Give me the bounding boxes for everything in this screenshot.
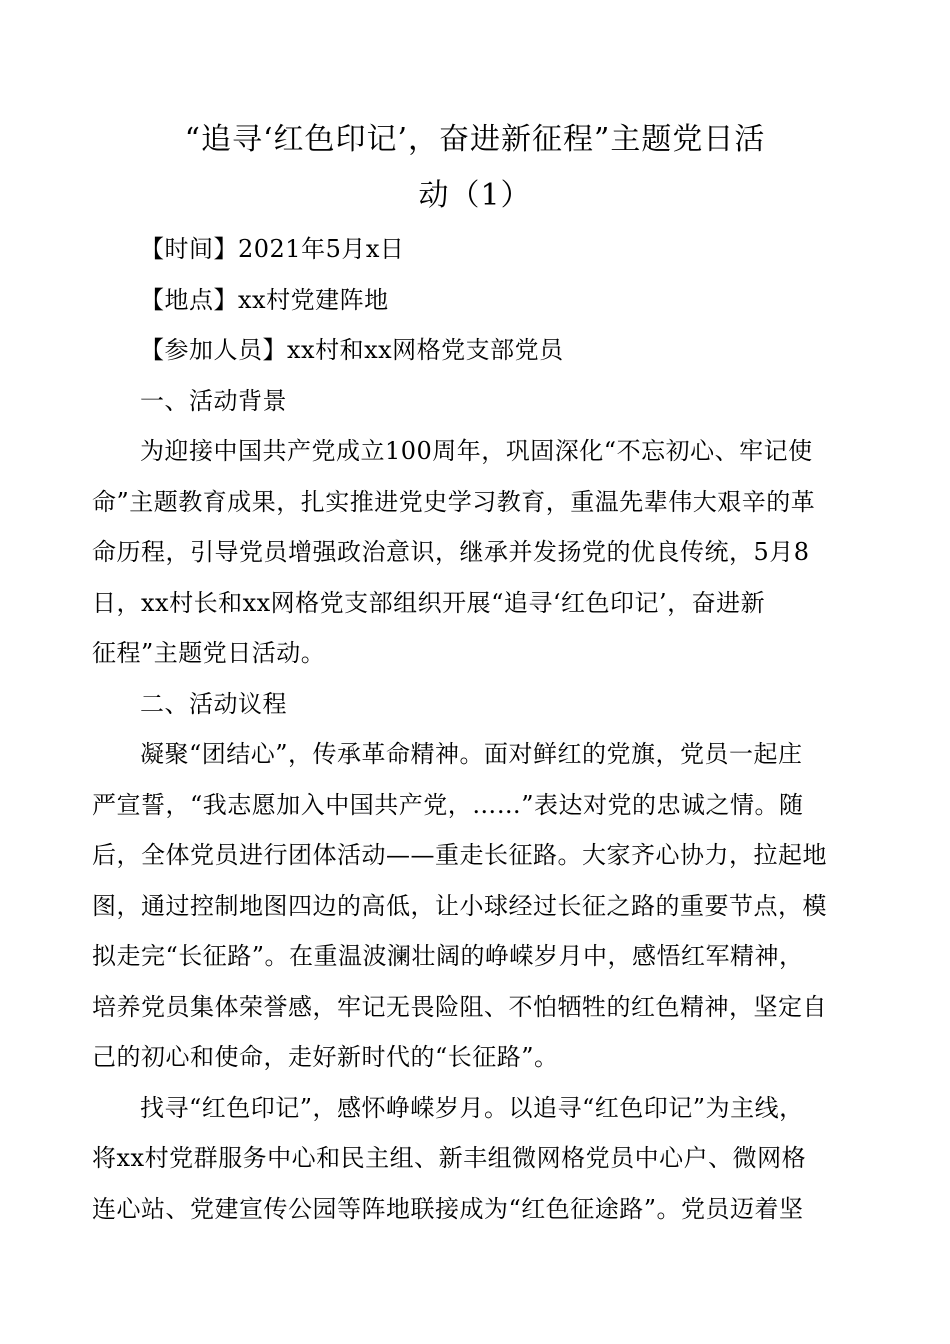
section-2-para-1-line: 凝聚“团结心”，传承革命精神。面对鲜红的党旗，党员一起庄 <box>140 740 803 768</box>
meta-participants: 【参加人员】xx村和xx网格党支部党员 <box>140 336 564 364</box>
section-1-line: 命”主题教育成果，扎实推进党史学习教育，重温先辈伟大艰辛的革 <box>92 487 816 516</box>
section-1-line: 日，xx村长和xx网格党支部组织开展“追寻‘红色印记’，奋进新 <box>92 588 766 617</box>
section-1-line: 为迎接中国共产党成立100周年，巩固深化“不忘初心、牢记使 <box>140 437 813 465</box>
section-2-heading: 二、活动议程 <box>140 689 287 718</box>
section-1-heading: 一、活动背景 <box>140 386 287 415</box>
section-2-para-1-line: 己的初心和使命，走好新时代的“长征路”。 <box>92 1043 559 1071</box>
section-1-line: 征程”主题党日活动。 <box>92 639 326 667</box>
section-2-para-1-line: 培养党员集体荣誉感，牢记无畏险阻、不怕牺牲的红色精神，坚定自 <box>92 992 827 1021</box>
section-2-para-2-line: 找寻“红色印记”，感怀峥嵘岁月。以追寻“红色印记”为主线， <box>140 1093 804 1122</box>
section-2-para-2-line: 将xx村党群服务中心和民主组、新丰组微网格党员中心户、微网格 <box>92 1144 807 1172</box>
meta-place: 【地点】xx村党建阵地 <box>140 285 389 314</box>
title-line-2: 动（1） <box>418 178 532 213</box>
meta-time: 【时间】2021年5月x日 <box>140 235 405 263</box>
document-title <box>60 112 890 224</box>
section-1-line: 命历程，引导党员增强政治意识，继承并发扬党的优良传统，5月8 <box>92 538 810 566</box>
section-2-para-1-line: 拟走完“长征路”。在重温波澜壮阔的峥嵘岁月中，感悟红军精神， <box>92 942 804 970</box>
section-2-para-1-line: 图，通过控制地图四边的高低，让小球经过长征之路的重要节点，模 <box>92 891 827 920</box>
section-2-para-1-line: 后，全体党员进行团体活动——重走长征路。大家齐心协力，拉起地 <box>92 841 827 869</box>
section-2-para-1-line: 严宣誓，“我志愿加入中国共产党，……”表达对党的忠诚之情。随 <box>92 790 804 819</box>
title-line-1: “追寻‘红色印记’，奋进新征程”主题党日活 <box>184 122 766 157</box>
document-body <box>92 224 862 1234</box>
section-2-para-2-line: 连心站、党建宣传公园等阵地联接成为“红色征途路”。党员迈着坚 <box>92 1194 804 1223</box>
